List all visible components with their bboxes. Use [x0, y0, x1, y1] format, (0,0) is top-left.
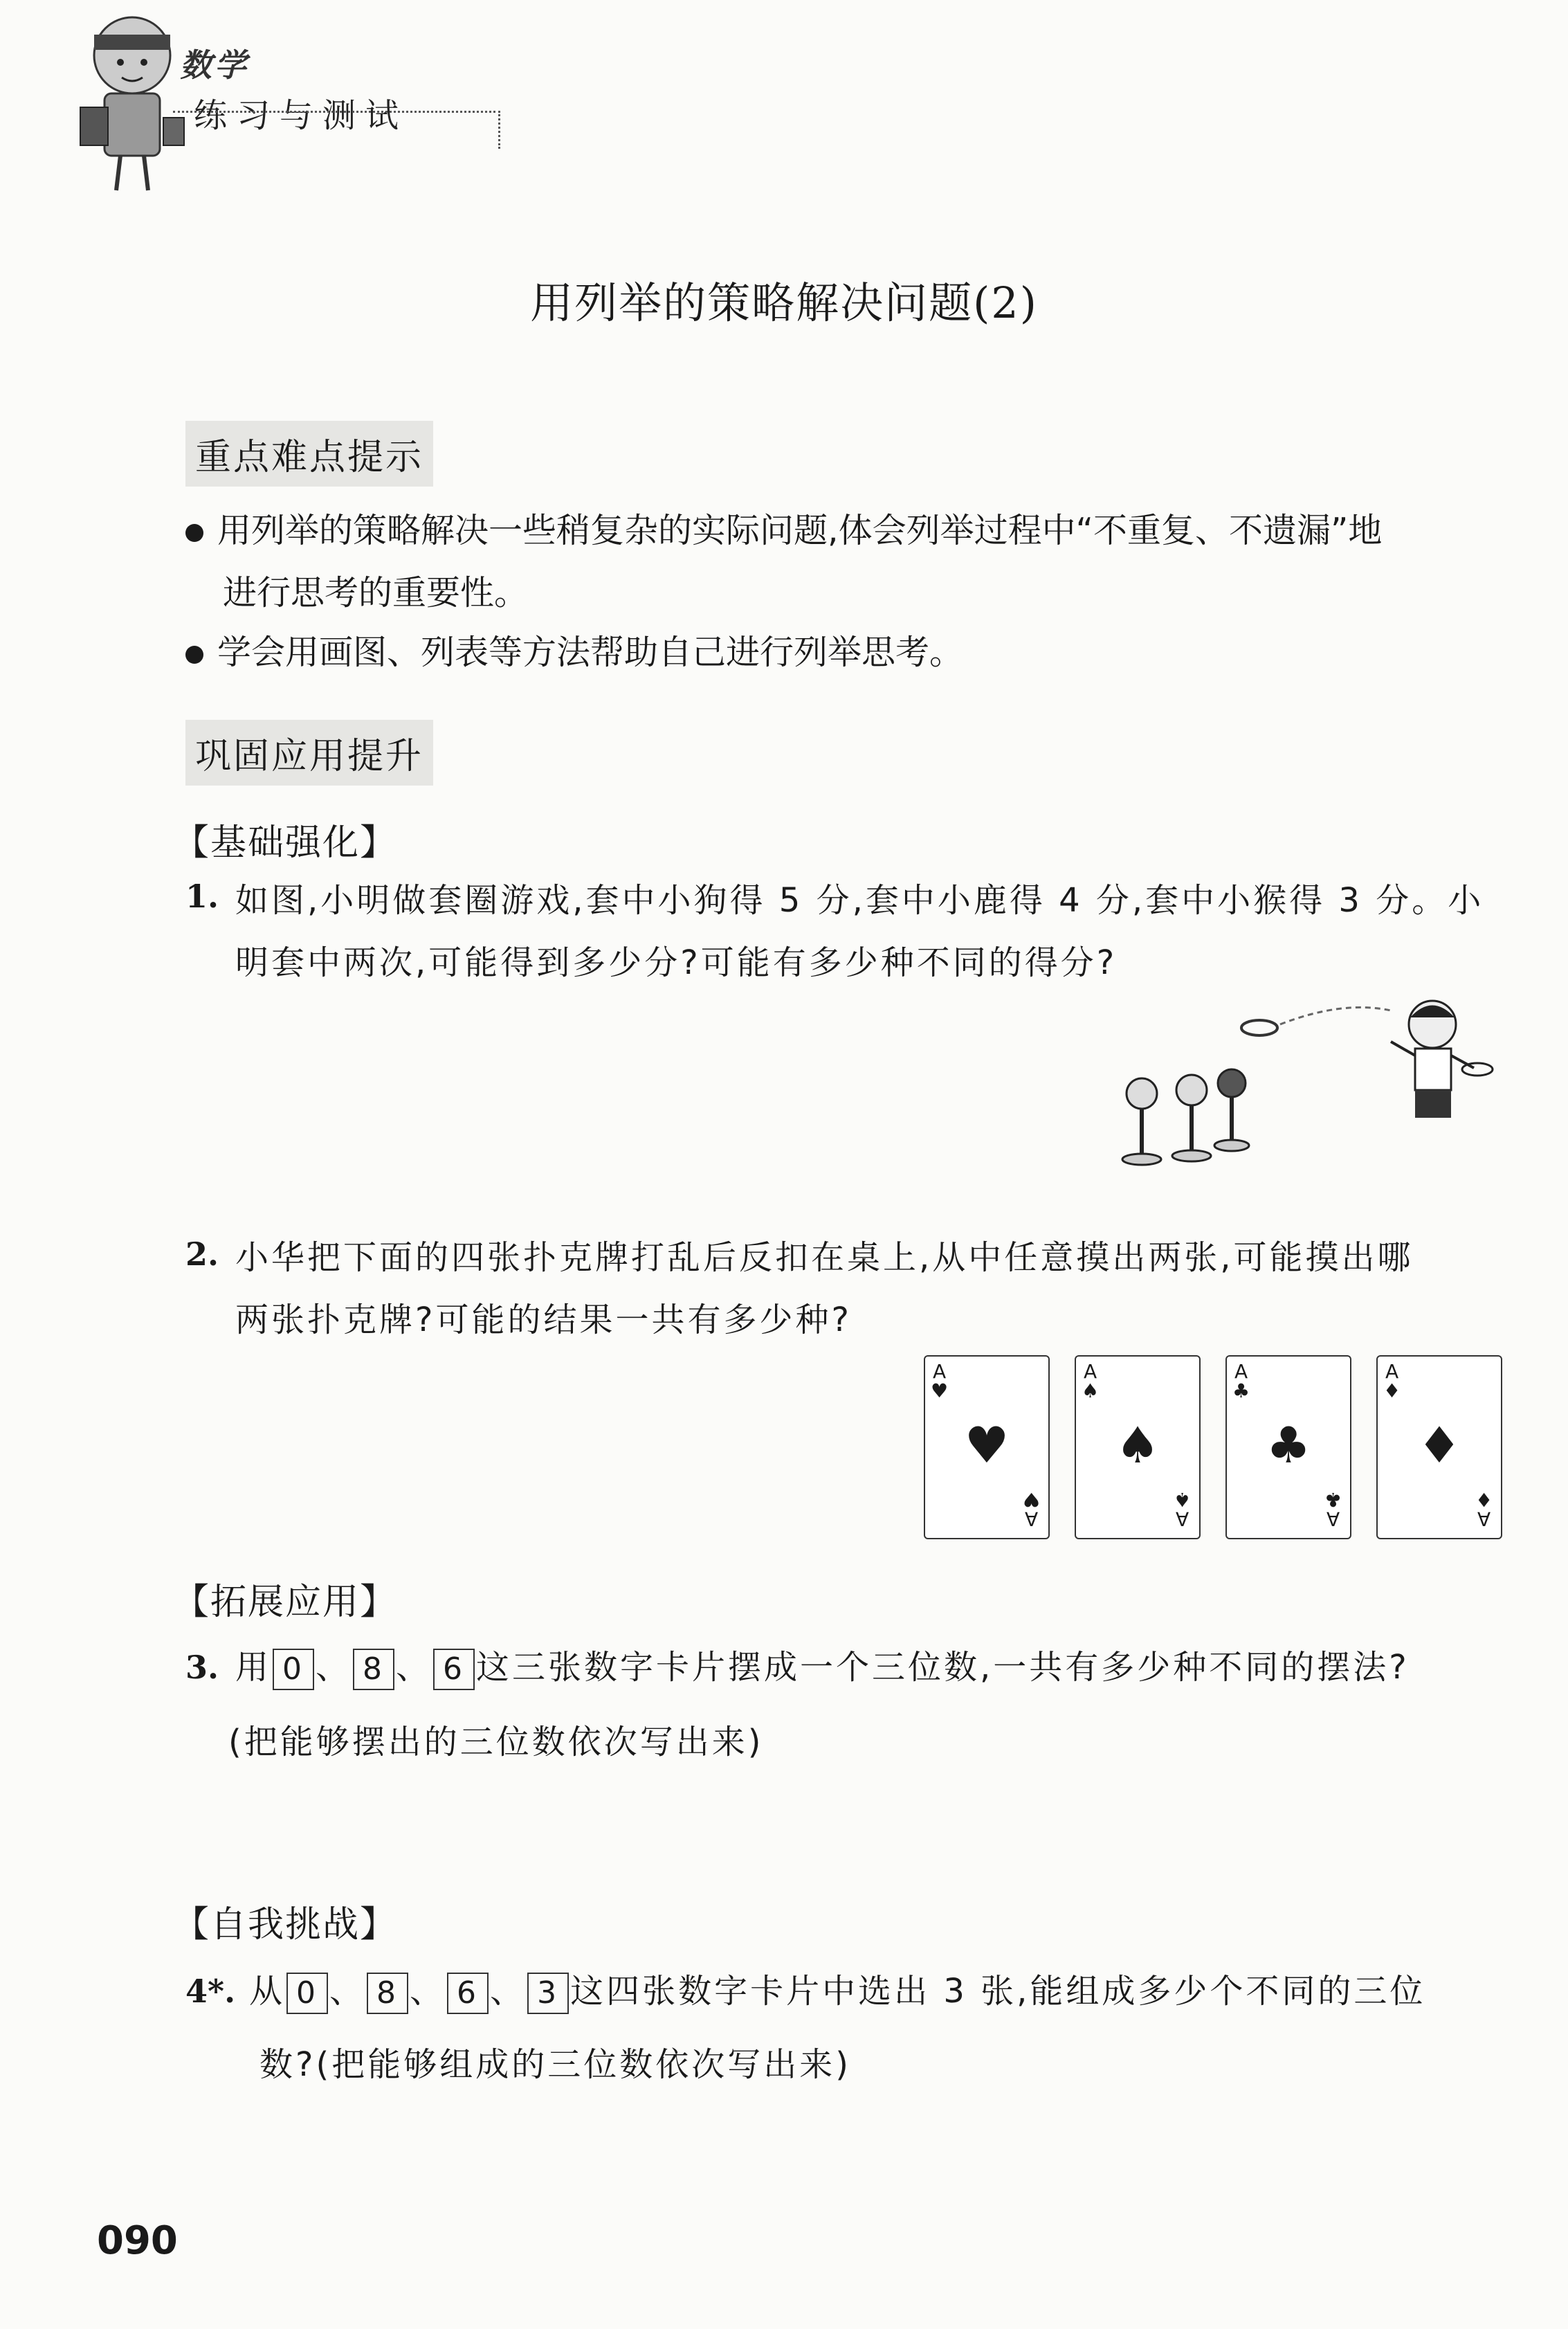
- mascot-illustration: [66, 7, 205, 201]
- q2-line2: 两张扑克牌?可能的结果一共有多少种?: [235, 1301, 852, 1339]
- section-key-points: 重点难点提示: [185, 421, 433, 487]
- bullet-text: 学会用画图、列表等方法帮助自己进行列举思考。: [217, 633, 964, 672]
- q1-line1: 如图,小明做套圈游戏,套中小狗得 5 分,套中小鹿得 4 分,套中小猴得 3 分。小: [235, 881, 1484, 920]
- bullet-1-cont: 进行思考的重要性。: [223, 573, 529, 613]
- subhead-challenge: 【自我挑战】: [173, 1904, 398, 1946]
- spade-icon: ♠: [1115, 1416, 1160, 1474]
- card-ace-diamonds: [1376, 1355, 1502, 1539]
- card-corner-bottom: A ♥: [1022, 1488, 1040, 1530]
- header-dotted-frame: [173, 111, 500, 149]
- q1-number: 1.: [185, 878, 219, 915]
- q1-line2: 明套中两次,可能得到多少分?可能有多少种不同的得分?: [235, 943, 1118, 982]
- bullet-dot: [185, 646, 203, 664]
- club-icon: ♣: [1266, 1416, 1311, 1474]
- bullet-1: [185, 511, 1383, 550]
- digit-card: 0: [273, 1649, 314, 1690]
- digit-card: 3: [527, 1973, 569, 2014]
- ring-toss-illustration: [1093, 986, 1508, 1180]
- card-corner: A ♥: [931, 1360, 949, 1402]
- q2-line1: 小华把下面的四张扑克牌打乱后反扣在桌上,从中任意摸出两张,可能摸出哪: [235, 1238, 1414, 1277]
- q3-line1: 用 0 、 8 、 6 这三张数字卡片摆成一个三位数,一共有多少种不同的摆法?: [235, 1640, 1410, 1690]
- q4-line1: 从 0 、 8 、 6 、 3 这四张数字卡片中选出 3 张,能组成多少个不同的三位: [249, 1964, 1425, 2014]
- header-series: 练习与测试: [194, 96, 409, 135]
- card-corner: A ♠: [1082, 1360, 1100, 1402]
- q3-line2: (把能够摆出的三位数依次写出来): [228, 1723, 764, 1761]
- card-corner-bottom: A ♣: [1324, 1488, 1342, 1530]
- card-ace-spades: [1075, 1355, 1201, 1539]
- card-ace-hearts: [924, 1355, 1050, 1539]
- q4-line2: 数?(把能够组成的三位数依次写出来): [259, 2045, 851, 2084]
- card-corner-bottom: A ♠: [1173, 1488, 1191, 1530]
- card-corner-bottom: A ♦: [1475, 1488, 1493, 1530]
- q2-number: 2.: [185, 1235, 219, 1273]
- bullet-text: 用列举的策略解决一些稍复杂的实际问题,体会列举过程中“不重复、不遗漏”地: [217, 511, 1383, 550]
- diamond-icon: ♦: [1416, 1416, 1462, 1474]
- page-number: 090: [97, 2218, 178, 2263]
- digit-card: 6: [433, 1649, 475, 1690]
- digit-card: 8: [353, 1649, 394, 1690]
- bullet-dot: [185, 524, 203, 542]
- heart-icon: ♥: [964, 1416, 1010, 1474]
- card-corner: A ♣: [1232, 1360, 1250, 1402]
- digit-card: 6: [447, 1973, 489, 2014]
- q4-number: 4*.: [185, 1973, 236, 2010]
- bullet-2: [185, 633, 964, 672]
- digit-card: 0: [286, 1973, 328, 2014]
- section-practice: 巩固应用提升: [185, 720, 433, 786]
- q3-number: 3.: [185, 1649, 219, 1686]
- subhead-basic: 【基础强化】: [173, 822, 398, 864]
- digit-card: 8: [367, 1973, 408, 2014]
- header-subject: 数学: [180, 46, 249, 84]
- card-corner: A ♦: [1383, 1360, 1401, 1402]
- subhead-extend: 【拓展应用】: [173, 1582, 398, 1623]
- card-ace-clubs: [1225, 1355, 1351, 1539]
- page-title: 用列举的策略解决问题(2): [530, 278, 1038, 328]
